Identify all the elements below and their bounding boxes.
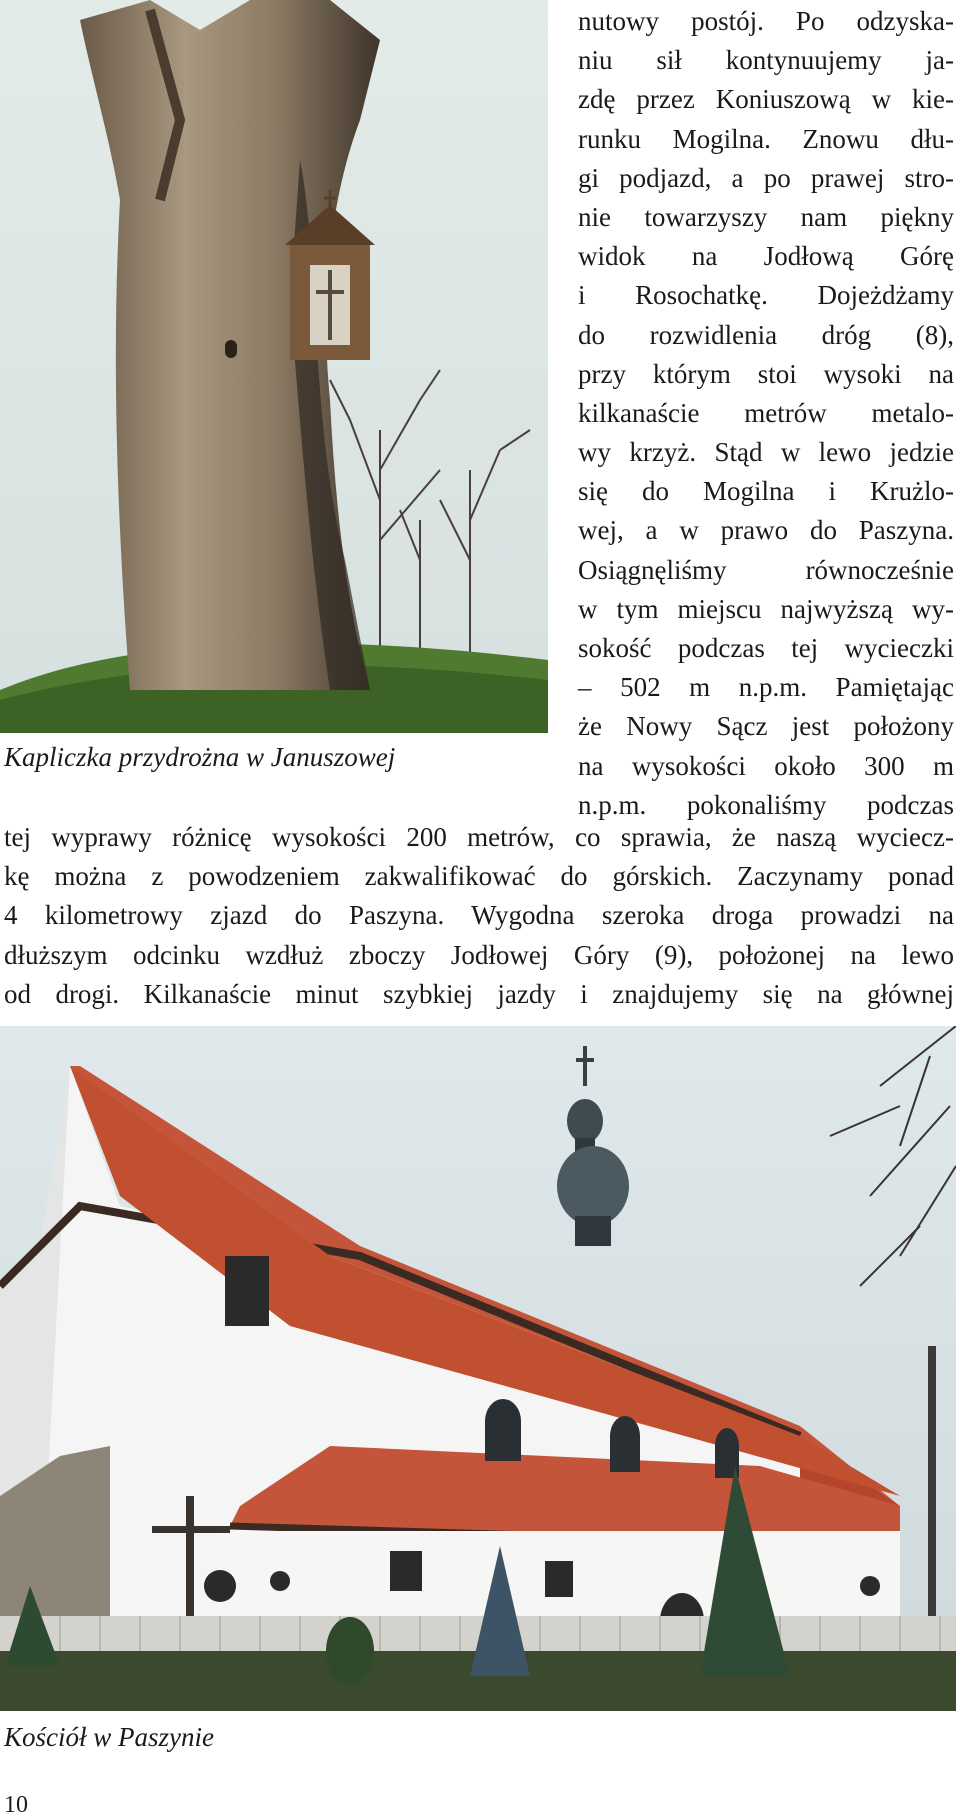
tree-shrine-illustration <box>0 0 548 733</box>
text-line: nutowy postój. Po odzyska- <box>578 6 954 36</box>
text-line: runku Mogilna. Znowu dłu- <box>578 123 954 154</box>
text-line: wy krzyż. Stąd w lewo jedzie <box>578 437 954 468</box>
church-photo-caption: Kościół w Paszynie <box>4 1722 214 1752</box>
text-line: wej, a w prawo do Paszyna. <box>578 515 954 546</box>
text-line: i Rosochatkę. Dojeżdżamy <box>578 280 954 311</box>
tree-shrine-photo <box>0 0 548 733</box>
full-width-text <box>4 818 954 1014</box>
text-line: – 502 m n.p.m. Pamiętając <box>578 672 954 703</box>
church-illustration <box>0 1026 956 1711</box>
text-line: gi podjazd, a po prawej stro- <box>578 162 954 193</box>
text-line: do rozwidlenia dróg (8), <box>578 319 954 350</box>
text-line: od drogi. Kilkanaście minut szybkiej jazdy i znajdujemy się na głównej <box>4 978 954 1009</box>
text-line: sokość podczas tej wycieczki <box>578 633 954 663</box>
text-line: dłuższym odcinku wzdłuż zboczy Jodłowej Góry (9), położonej na lewo <box>4 939 954 970</box>
text-line: w tym miejscu najwyższą wy- <box>578 593 954 624</box>
text-line: na wysokości około 300 m <box>578 750 954 781</box>
right-column-text <box>578 2 954 825</box>
tree-photo-caption: Kapliczka przydrożna w Januszowej <box>4 742 396 772</box>
text-line: przy którym stoi wysoki na <box>578 358 954 389</box>
text-line: n.p.m. pokonaliśmy podczas <box>578 789 954 820</box>
text-line: niu sił kontynuujemy ja- <box>578 45 954 76</box>
text-line: 4 kilometrowy zjazd do Paszyna. Wygodna szeroka droga prowadzi na <box>4 900 954 931</box>
text-line: nie towarzyszy nam piękny <box>578 201 954 232</box>
text-line: tej wyprawy różnicę wysokości 200 metrów, co sprawia, że naszą wyciecz- <box>4 822 954 852</box>
text-line: kilkanaście metrów metalo- <box>578 397 954 428</box>
text-line: się do Mogilna i Krużlo- <box>578 476 954 507</box>
text-line: Osiągnęliśmy równocześnie <box>578 554 954 585</box>
text-line: zdę przez Koniuszową w kie- <box>578 84 954 115</box>
text-line: że Nowy Sącz jest położony <box>578 711 954 742</box>
page-number: 10 <box>4 1792 28 1818</box>
church-photo <box>0 1026 956 1711</box>
text-line: kę można z powodzeniem zakwalifikować do górskich. Zaczynamy ponad <box>4 861 954 892</box>
text-line: widok na Jodłową Górę <box>578 241 954 272</box>
